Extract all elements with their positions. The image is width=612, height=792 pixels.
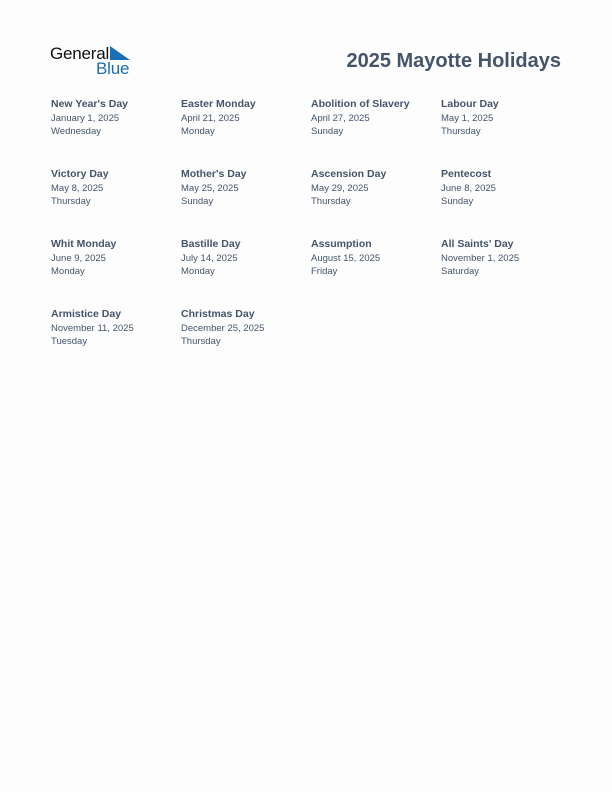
holiday-item (441, 238, 569, 279)
general-blue-logo (50, 44, 140, 78)
holiday-date: November 1, 2025 (441, 252, 520, 264)
holiday-date: May 8, 2025 (51, 182, 104, 194)
holiday-item (51, 308, 179, 349)
holiday-date: January 1, 2025 (51, 112, 120, 124)
holiday-item (181, 98, 309, 139)
logo-blue-text: Blue (96, 59, 130, 78)
holiday-item (311, 238, 439, 279)
holiday-name: Armistice Day (51, 308, 122, 320)
holiday-weekday: Sunday (181, 196, 214, 208)
holiday-date: April 27, 2025 (311, 112, 370, 124)
holiday-name: Bastille Day (181, 238, 241, 250)
holiday-date: December 25, 2025 (181, 322, 265, 334)
holiday-name: Labour Day (441, 98, 499, 110)
holiday-item (311, 98, 439, 139)
holiday-weekday: Thursday (311, 196, 351, 208)
logo-general-text: General (50, 44, 110, 63)
holiday-weekday: Friday (311, 266, 338, 278)
holiday-weekday: Sunday (311, 126, 344, 138)
holiday-name: Victory Day (51, 168, 109, 180)
holiday-name: Pentecost (441, 168, 492, 180)
holiday-date: August 15, 2025 (311, 252, 381, 264)
holiday-name: Mother's Day (181, 168, 247, 180)
holiday-weekday: Monday (181, 266, 215, 278)
holiday-weekday: Monday (181, 126, 215, 138)
holiday-name: Assumption (311, 238, 372, 250)
holiday-date: May 1, 2025 (441, 112, 494, 124)
holiday-item (51, 168, 179, 209)
holiday-date: June 8, 2025 (441, 182, 496, 194)
holiday-item (181, 238, 309, 279)
holiday-name: New Year's Day (51, 98, 129, 110)
holiday-date: May 29, 2025 (311, 182, 369, 194)
holiday-weekday: Wednesday (51, 126, 101, 138)
holiday-item (181, 308, 309, 349)
holiday-name: Abolition of Slavery (311, 98, 410, 110)
holiday-item (441, 98, 569, 139)
holiday-weekday: Thursday (181, 336, 221, 348)
holiday-item (51, 238, 179, 279)
holiday-date: November 11, 2025 (51, 322, 134, 334)
holiday-item (311, 168, 439, 209)
holiday-date: June 9, 2025 (51, 252, 106, 264)
holiday-date: July 14, 2025 (181, 252, 238, 264)
holiday-weekday: Sunday (441, 196, 474, 208)
holiday-name: Ascension Day (311, 168, 387, 180)
holiday-weekday: Monday (51, 266, 85, 278)
holiday-weekday: Thursday (441, 126, 481, 138)
holiday-item (181, 168, 309, 209)
holiday-name: Easter Monday (181, 98, 256, 110)
holiday-name: All Saints' Day (441, 238, 514, 250)
holiday-date: May 25, 2025 (181, 182, 239, 194)
holiday-item (51, 98, 179, 139)
holiday-name: Whit Monday (51, 238, 117, 250)
holiday-weekday: Tuesday (51, 336, 88, 348)
holiday-name: Christmas Day (181, 308, 255, 320)
holiday-date: April 21, 2025 (181, 112, 240, 124)
holiday-weekday: Saturday (441, 266, 480, 278)
page-title: 2025 Mayotte Holidays (346, 50, 561, 72)
holiday-item (441, 168, 569, 209)
holiday-weekday: Thursday (51, 196, 91, 208)
